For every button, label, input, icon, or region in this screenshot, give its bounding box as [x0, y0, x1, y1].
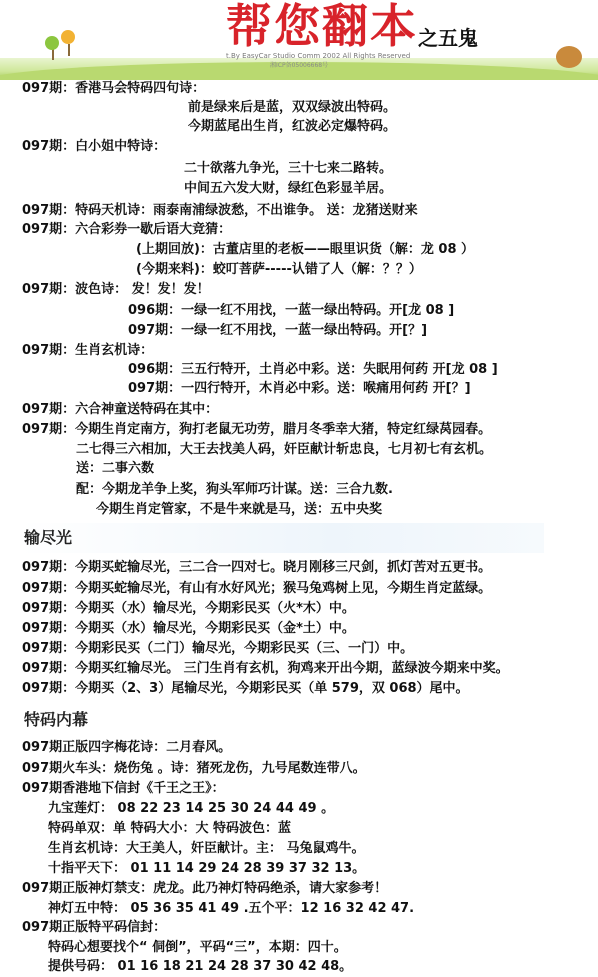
section-title-shujinguang: 输尽光	[20, 523, 544, 553]
s3-line: 097期正版神灯禁支：虎龙。此乃神灯特码绝杀，请大家参考！	[22, 881, 388, 896]
tree-icon	[45, 36, 59, 50]
s3-line: 神灯五中特： 05 36 35 41 49 .五个平：12 16 32 42 47.	[48, 901, 415, 916]
s2-line: 097期：今期买（2、3）尾输尽光，今期彩民买（单 579，双 068）尾中。	[22, 681, 469, 696]
s2-line: 097期：今期买（水）输尽光，今期彩民买（金*土）中。	[22, 621, 355, 636]
logo-title: 帮您翻本	[226, 0, 418, 53]
s1-line: 中间五六发大财，绿红色彩显羊居。	[184, 181, 393, 196]
s1-line: 送：二事六数	[76, 461, 155, 476]
s1-line: 097期：特码天机诗：雨泰南浦绿波愁，不出谁争。 送：龙猪送财来	[22, 203, 418, 218]
icp-line: 湘ICP备05006668号	[270, 62, 329, 69]
s1-line: 097期：波色诗： 发！发！发！	[22, 282, 210, 297]
s1-line: 097期：今期生肖定南方，狗打老鼠无功劳，腊月冬季幸大猪，特定红绿莴园春。	[22, 422, 492, 437]
section-title-temaneimu: 特码内幕	[20, 705, 544, 735]
s3-line: 生肖玄机诗：大王美人，奸臣献计。主： 马兔鼠鸡牛。	[48, 841, 365, 856]
s3-line: 十指平天下： 01 11 14 29 24 28 39 37 32 13。	[48, 861, 366, 876]
header-banner	[0, 0, 598, 80]
s1-line: 096期：一绿一红不用找，一蓝一绿出特码。开[龙 08 ]	[128, 303, 455, 318]
s2-line: 097期：今期买（水）输尽光，今期彩民买（火*木）中。	[22, 601, 355, 616]
copyright-line: t.By EasyCar Studio Comm 2002 All Rights Reserved	[226, 52, 411, 60]
s3-line: 提供号码： 01 16 18 21 24 28 37 30 42 48。	[48, 959, 353, 974]
s3-line: 097期正版四字梅花诗：二月春风。	[22, 740, 232, 755]
s1-line: 今期蓝尾出生肖，红波必定爆特码。	[188, 119, 397, 134]
tree-trunk	[68, 44, 70, 56]
s2-line: 097期：今期买红输尽光。 三门生肖有玄机，狗鸡来开出今期，蓝绿波今期来中奖。	[22, 661, 509, 676]
s3-line: 九宝莲灯： 08 22 23 14 25 30 24 44 49 。	[48, 801, 335, 816]
s1-line: 配：今期龙羊争上奖，狗头军师巧计谋。送：三合九数.	[76, 482, 393, 497]
s1-line: 097期：香港马会特码四句诗：	[22, 81, 206, 96]
s1-line: 097期：一绿一红不用找，一蓝一绿出特码。开[？]	[128, 323, 428, 338]
s3-line: 特码心想要找个“ 侗倒”，平码“三”，本期：四十。	[48, 940, 347, 955]
s1-line: 二十欲落九争光，三十七来二路转。	[184, 161, 393, 176]
s1-line: 097期：六合神童送特码在其中：	[22, 402, 219, 417]
s1-line: (上期回放)：古董店里的老板——眼里识货（解：龙 08 ）	[136, 242, 475, 257]
s1-line: 096期：三五行特开，土肖必中彩。送：失眠用何药 开[龙 08 ]	[128, 362, 498, 377]
s1-line: 097期：六合彩券一歇后语大竞猜：	[22, 222, 232, 237]
s1-line: (今期来料)：蛟叮菩萨-----认错了人（解：？？）	[136, 262, 422, 277]
s1-line: 今期生肖定管家，不是牛来就是马，送：五中央奖	[96, 502, 383, 517]
logo-subtitle: 之五鬼	[418, 26, 478, 50]
s1-line: 二七得三六相加，大王去找美人码，奸臣献计斩忠良，七月初七有玄机。	[76, 442, 493, 457]
s3-line: 特码单双：单 特码大小：大 特码波色：蓝	[48, 821, 292, 836]
s1-line: 097期：一四行特开，木肖必中彩。送：喉痛用何药 开[？]	[128, 381, 471, 396]
s2-line: 097期：今期买蛇输尽光，有山有水好风光；猴马兔鸡树上见，今期生肖定蓝绿。	[22, 581, 492, 596]
s1-line: 097期：生肖玄机诗：	[22, 343, 154, 358]
s3-line: 097期香港地下信封《千王之王》：	[22, 781, 225, 796]
s2-line: 097期：今期彩民买（二门）输尽光，今期彩民买（三、一门）中。	[22, 641, 414, 656]
bear-icon	[556, 46, 582, 68]
s1-line: 前是绿来后是蓝，双双绿波出特码。	[188, 100, 397, 115]
s3-line: 097期正版特平码信封：	[22, 920, 167, 935]
tree-icon	[61, 30, 75, 44]
s3-line: 097期火车头：烧伤兔 。诗：猪死龙伤，九号尾数连带八。	[22, 761, 366, 776]
s2-line: 097期：今期买蛇输尽光，三二合一四对七。晓月刚移三尺剑，抓灯苦对五更书。	[22, 560, 492, 575]
s1-line: 097期：白小姐中特诗：	[22, 139, 167, 154]
